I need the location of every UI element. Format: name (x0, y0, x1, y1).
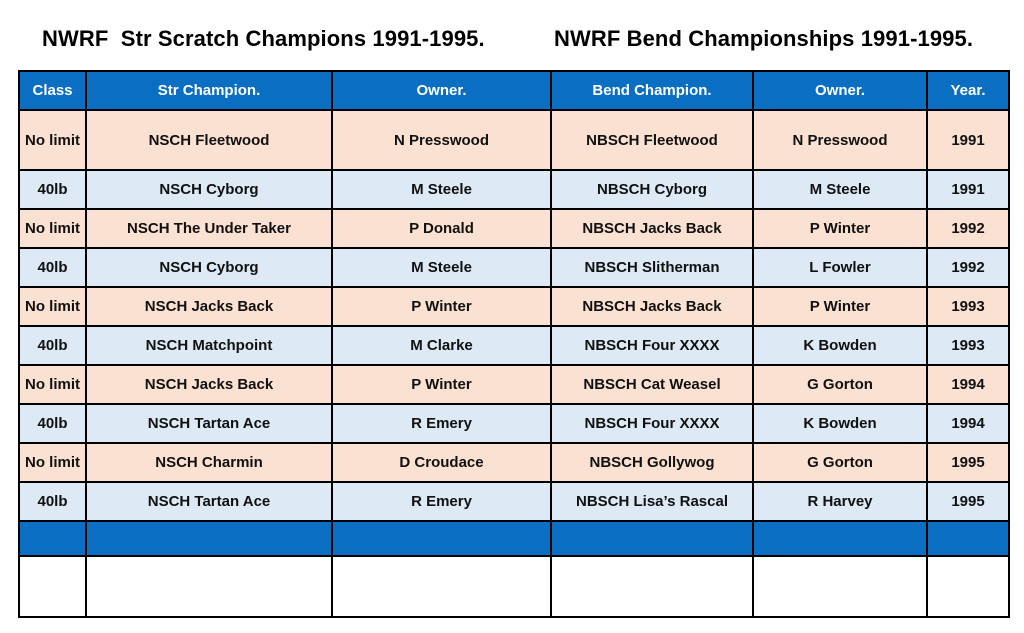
cell-str-champion: NSCH The Under Taker (86, 209, 332, 248)
table-row (19, 404, 1009, 443)
cell-str-owner: M Steele (332, 170, 551, 209)
empty-cell (927, 521, 1009, 556)
bend-championships-title: NWRF Bend Championships 1991-1995. (554, 26, 974, 51)
cell-class: No limit (19, 287, 86, 326)
cell-bend-owner: M Steele (753, 170, 927, 209)
empty-cell (332, 556, 551, 617)
column-header-bend-champion: Bend Champion. (551, 71, 753, 110)
cell-class: No limit (19, 110, 86, 170)
empty-cell (86, 521, 332, 556)
table-row (19, 170, 1009, 209)
cell-str-champion: NSCH Tartan Ace (86, 404, 332, 443)
table-row (19, 443, 1009, 482)
cell-bend-owner: P Winter (753, 209, 927, 248)
cell-str-champion: NSCH Charmin (86, 443, 332, 482)
cell-year: 1993 (927, 326, 1009, 365)
cell-year: 1995 (927, 443, 1009, 482)
cell-str-owner: R Emery (332, 404, 551, 443)
table-row (19, 482, 1009, 521)
cell-bend-champion: NBSCH Gollywog (551, 443, 753, 482)
empty-cell (19, 521, 86, 556)
cell-bend-champion: NBSCH Four XXXX (551, 404, 753, 443)
cell-str-owner: P Winter (332, 287, 551, 326)
cell-str-owner: R Emery (332, 482, 551, 521)
cell-bend-owner: G Gorton (753, 443, 927, 482)
cell-class: No limit (19, 365, 86, 404)
column-header-str-champion: Str Champion. (86, 71, 332, 110)
cell-str-champion: NSCH Cyborg (86, 170, 332, 209)
table-row (19, 326, 1009, 365)
cell-year: 1991 (927, 170, 1009, 209)
empty-cell (86, 556, 332, 617)
cell-bend-owner: K Bowden (753, 326, 927, 365)
table-row-blank-white (19, 556, 1009, 617)
cell-class: 40lb (19, 482, 86, 521)
cell-year: 1994 (927, 404, 1009, 443)
cell-str-owner: M Clarke (332, 326, 551, 365)
cell-year: 1995 (927, 482, 1009, 521)
cell-bend-owner: L Fowler (753, 248, 927, 287)
cell-bend-champion: NBSCH Jacks Back (551, 209, 753, 248)
table-row (19, 365, 1009, 404)
cell-class: No limit (19, 443, 86, 482)
column-header-bend-owner: Owner. (753, 71, 927, 110)
empty-cell (927, 556, 1009, 617)
cell-year: 1992 (927, 209, 1009, 248)
cell-bend-champion: NBSCH Four XXXX (551, 326, 753, 365)
table-row-blank-blue (19, 521, 1009, 556)
cell-bend-champion: NBSCH Cyborg (551, 170, 753, 209)
cell-bend-champion: NBSCH Lisa’s Rascal (551, 482, 753, 521)
cell-bend-owner: N Presswood (753, 110, 927, 170)
empty-cell (551, 556, 753, 617)
column-header-class: Class (19, 71, 86, 110)
cell-class: 40lb (19, 170, 86, 209)
cell-year: 1994 (927, 365, 1009, 404)
cell-str-champion: NSCH Jacks Back (86, 365, 332, 404)
cell-str-owner: N Presswood (332, 110, 551, 170)
cell-str-owner: P Donald (332, 209, 551, 248)
table-row (19, 209, 1009, 248)
cell-bend-owner: P Winter (753, 287, 927, 326)
cell-year: 1991 (927, 110, 1009, 170)
cell-str-champion: NSCH Jacks Back (86, 287, 332, 326)
column-header-str-owner: Owner. (332, 71, 551, 110)
str-scratch-title: NWRF Str Scratch Champions 1991-1995. (42, 26, 485, 51)
column-header-year: Year. (927, 71, 1009, 110)
cell-str-champion: NSCH Tartan Ace (86, 482, 332, 521)
cell-bend-owner: K Bowden (753, 404, 927, 443)
empty-cell (753, 521, 927, 556)
table-row (19, 287, 1009, 326)
cell-bend-champion: NBSCH Jacks Back (551, 287, 753, 326)
cell-str-champion: NSCH Cyborg (86, 248, 332, 287)
cell-year: 1992 (927, 248, 1009, 287)
cell-class: 40lb (19, 404, 86, 443)
champions-table (18, 70, 1010, 618)
cell-class: 40lb (19, 248, 86, 287)
cell-str-champion: NSCH Fleetwood (86, 110, 332, 170)
empty-cell (332, 521, 551, 556)
table-header-row (19, 71, 1009, 110)
cell-class: 40lb (19, 326, 86, 365)
cell-bend-champion: NBSCH Fleetwood (551, 110, 753, 170)
cell-bend-owner: R Harvey (753, 482, 927, 521)
table-row (19, 248, 1009, 287)
cell-bend-champion: NBSCH Slitherman (551, 248, 753, 287)
cell-str-champion: NSCH Matchpoint (86, 326, 332, 365)
cell-str-owner: M Steele (332, 248, 551, 287)
cell-class: No limit (19, 209, 86, 248)
cell-bend-owner: G Gorton (753, 365, 927, 404)
table-row (19, 110, 1009, 170)
cell-year: 1993 (927, 287, 1009, 326)
cell-str-owner: P Winter (332, 365, 551, 404)
cell-bend-champion: NBSCH Cat Weasel (551, 365, 753, 404)
empty-cell (551, 521, 753, 556)
empty-cell (753, 556, 927, 617)
empty-cell (19, 556, 86, 617)
cell-str-owner: D Croudace (332, 443, 551, 482)
